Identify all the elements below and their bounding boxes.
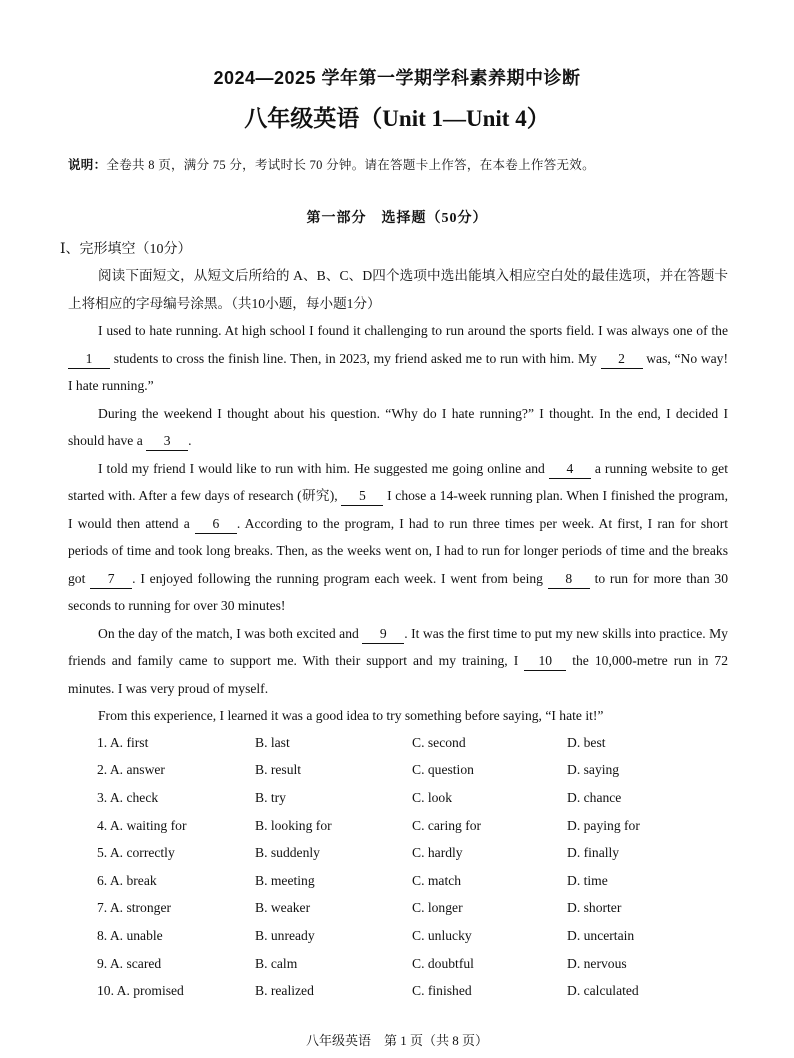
- instructions: [68, 262, 728, 317]
- instructions-text: 阅读下面短文，从短文后所给的 A、B、C、D四个选项中选出能填入相应空白处的最佳选项，并在答题卡上将相应的字母编号涂黑。（共10小题，每小题1分）: [68, 268, 728, 311]
- option-row-9: [97, 950, 737, 978]
- option-a: 4. A. waiting for: [97, 817, 187, 833]
- text-run: . According to the program, I had to run three times per week. At first, I ran for short periods of time and took long breaks. Then, as the weeks went on, I had to run for longer periods of time and the breaks got: [68, 515, 729, 586]
- option-row-2: [97, 757, 737, 785]
- text-run: to run for more than 30 seconds to running for over 30 minutes!: [68, 570, 728, 613]
- blank-1: 1: [68, 350, 110, 369]
- cloze-passage: [68, 317, 728, 730]
- text-run: . It was the first time to put my new skills into practice. My friends and family came to support me. With their support and my training, I: [68, 625, 728, 668]
- option-a: 3. A. check: [97, 789, 159, 805]
- paragraph-3: [68, 455, 728, 620]
- exam-title: 2024—2025 学年第一学期学科素养期中诊断: [213, 68, 581, 88]
- exam-note: [68, 155, 768, 173]
- option-c: C. caring for: [412, 817, 482, 833]
- option-a: 6. A. break: [97, 872, 157, 888]
- option-d: D. time: [567, 872, 608, 888]
- exam-subtitle: 八年级英语（Unit 1—Unit 4）: [244, 106, 550, 131]
- option-a: 1. A. first: [97, 734, 149, 750]
- option-c: C. match: [412, 872, 462, 888]
- option-row-3: [97, 784, 737, 812]
- option-d: D. paying for: [567, 817, 640, 833]
- blank-5: 5: [341, 487, 383, 506]
- blank-10: 10: [524, 652, 566, 671]
- blank-8: 8: [548, 570, 590, 589]
- part-title: 第一部分 选择题（50分）: [306, 211, 488, 226]
- text-run: .: [188, 433, 192, 448]
- option-d: D. shorter: [567, 900, 622, 916]
- option-row-10: [97, 977, 737, 1005]
- option-row-8: [97, 922, 737, 950]
- option-b: B. realized: [255, 983, 314, 999]
- option-b: B. last: [255, 734, 290, 750]
- option-row-1: [97, 729, 737, 757]
- section-title: Ⅰ、完形填空（10分）: [60, 242, 192, 257]
- option-b: B. meeting: [255, 872, 315, 888]
- option-a: 10. A. promised: [97, 983, 184, 999]
- text-run: I used to hate running. At high school I found it challenging to run around the sports field. I was always one of the: [98, 323, 728, 338]
- option-b: B. suddenly: [255, 845, 320, 861]
- blank-9: 9: [362, 625, 404, 644]
- option-c: C. hardly: [412, 845, 463, 861]
- paragraph-5: From this experience, I learned it was a good idea to try something before saying, “I hate it!”: [98, 708, 604, 723]
- option-c: C. doubtful: [412, 955, 474, 971]
- option-b: B. looking for: [255, 817, 332, 833]
- text-run: . I enjoyed following the running program each week. I went from being: [132, 570, 548, 586]
- text-run: I chose a 14-week running plan. When I finished the program, I would then attend a: [68, 488, 728, 531]
- option-c: C. finished: [412, 983, 472, 999]
- blank-4: 4: [549, 460, 591, 479]
- option-row-4: [97, 812, 737, 840]
- option-d: D. uncertain: [567, 927, 635, 943]
- option-c: C. look: [412, 789, 453, 805]
- paragraph-2: [68, 400, 728, 455]
- option-d: D. nervous: [567, 955, 627, 971]
- text-run: students to cross the finish line. Then, in 2023, my friend asked me to run with him. My: [110, 350, 601, 366]
- option-row-5: [97, 839, 737, 867]
- answer-options: [97, 729, 737, 1005]
- text-run: a running website to get started with. After a few days of research (研究),: [68, 460, 728, 503]
- option-d: D. chance: [567, 789, 622, 805]
- option-a: 8. A. unable: [97, 927, 163, 943]
- text-run: was, “No way! I hate running.”: [68, 350, 728, 393]
- blank-3: 3: [146, 432, 188, 451]
- option-d: D. calculated: [567, 983, 639, 999]
- option-c: C. question: [412, 762, 474, 778]
- option-c: C. unlucky: [412, 927, 472, 943]
- option-b: B. weaker: [255, 900, 311, 916]
- text-run: the 10,000-metre run in 72 minutes. I was very proud of myself.: [68, 653, 728, 696]
- option-c: C. longer: [412, 900, 463, 916]
- option-a: 9. A. scared: [97, 955, 162, 971]
- option-a: 5. A. correctly: [97, 845, 175, 861]
- option-d: D. saying: [567, 762, 620, 778]
- option-d: D. best: [567, 734, 606, 750]
- note-text: 全卷共 8 页，满分 75 分，考试时长 70 分钟。请在答题卡上作答，在本卷上作答无效。: [106, 158, 595, 172]
- blank-6: 6: [195, 515, 237, 534]
- page-footer: 八年级英语 第 1 页（共 8 页）: [305, 1033, 488, 1048]
- option-c: C. second: [412, 734, 466, 750]
- paragraph-4: [68, 620, 728, 703]
- text-run: On the day of the match, I was both excited and: [98, 625, 363, 641]
- blank-7: 7: [90, 570, 132, 589]
- option-row-6: [97, 867, 737, 895]
- option-d: D. finally: [567, 845, 620, 861]
- blank-2: 2: [601, 350, 643, 369]
- text-run: During the weekend I thought about his question. “Why do I hate running?” I thought. In the end, I decided I should have a: [68, 405, 728, 448]
- option-row-7: [97, 895, 737, 923]
- option-b: B. try: [255, 789, 286, 805]
- option-a: 7. A. stronger: [97, 900, 172, 916]
- paragraph-1: [68, 317, 728, 400]
- note-label: 说明：: [68, 158, 107, 172]
- option-a: 2. A. answer: [97, 762, 165, 778]
- option-b: B. unready: [255, 927, 315, 943]
- option-b: B. calm: [255, 955, 298, 971]
- text-run: I told my friend I would like to run with him. He suggested me going online and: [98, 460, 549, 476]
- option-b: B. result: [255, 762, 302, 778]
